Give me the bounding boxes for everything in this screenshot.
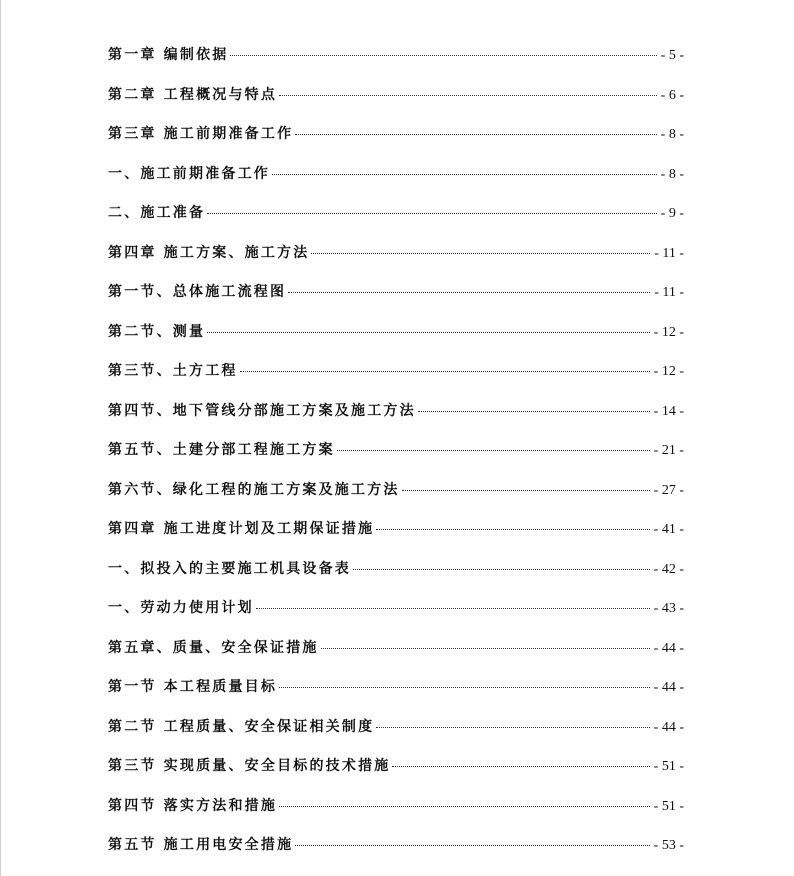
toc-entry[interactable] <box>108 400 684 440</box>
toc-entry[interactable] <box>108 163 684 203</box>
toc-entry-page: - 21 - <box>653 443 684 458</box>
toc-dot-leader <box>295 845 649 846</box>
toc-entry-page: - 6 - <box>660 87 684 103</box>
toc-entry[interactable] <box>108 84 684 124</box>
toc-entry-page: - 9 - <box>660 206 684 221</box>
toc-dot-leader <box>256 608 650 609</box>
toc-entry[interactable] <box>108 597 684 637</box>
toc-entry-title: 第三章 施工前期准备工作 <box>108 126 294 142</box>
toc-entry[interactable] <box>108 676 684 716</box>
toc-entry-page: - 53 - <box>653 838 684 853</box>
toc-entry-title: 第五节、土建分部工程施工方案 <box>108 442 335 458</box>
toc-entry[interactable] <box>108 281 684 321</box>
toc-entry-title: 第四节 落实方法和措施 <box>108 797 278 814</box>
toc-dot-leader <box>279 687 650 688</box>
toc-entry-page: - 44 - <box>653 719 684 735</box>
toc-entry[interactable] <box>108 834 684 874</box>
toc-dot-leader <box>392 766 649 767</box>
toc-entry[interactable] <box>108 44 684 84</box>
toc-entry-page: - 51 - <box>653 798 684 814</box>
toc-entry[interactable] <box>108 360 684 400</box>
toc-entry-title: 第一章 编制依据 <box>108 47 229 63</box>
toc-dot-leader <box>207 213 656 214</box>
toc-entry-page: - 42 - <box>653 561 684 577</box>
toc-entry-title: 二、施工准备 <box>108 205 206 221</box>
toc-dot-leader <box>337 450 650 451</box>
toc-dot-leader <box>295 134 656 135</box>
toc-entry-title: 第三节、土方工程 <box>108 363 238 379</box>
toc-dot-leader <box>321 648 650 649</box>
toc-entry[interactable] <box>108 518 684 558</box>
toc-entry[interactable] <box>108 439 684 479</box>
toc-entry-page: - 11 - <box>654 245 684 261</box>
toc-entry-page: - 12 - <box>653 324 684 340</box>
table-of-contents <box>108 44 684 874</box>
toc-dot-leader <box>376 529 649 530</box>
toc-entry[interactable] <box>108 637 684 677</box>
toc-dot-leader <box>402 490 650 491</box>
toc-entry-title: 第四章 施工进度计划及工期保证措施 <box>108 521 375 537</box>
toc-entry[interactable] <box>108 123 684 163</box>
toc-entry-title: 第二章 工程概况与特点 <box>108 86 278 103</box>
toc-entry[interactable] <box>108 558 684 598</box>
toc-entry-page: - 11 - <box>654 285 684 300</box>
toc-entry-page: - 44 - <box>653 680 684 695</box>
toc-entry-title: 第六节、绿化工程的施工方案及施工方法 <box>108 481 400 498</box>
toc-entry[interactable] <box>108 716 684 756</box>
toc-entry[interactable] <box>108 479 684 519</box>
toc-entry-title: 一、施工前期准备工作 <box>108 165 270 182</box>
toc-entry-title: 第二节 工程质量、安全保证相关制度 <box>108 718 375 735</box>
toc-entry-title: 第四节、地下管线分部施工方案及施工方法 <box>108 402 416 419</box>
toc-entry-page: - 27 - <box>653 482 684 498</box>
toc-entry-title: 第五节 施工用电安全措施 <box>108 837 294 853</box>
toc-entry-page: - 51 - <box>653 759 684 774</box>
toc-entry[interactable] <box>108 242 684 282</box>
toc-dot-leader <box>240 371 650 372</box>
toc-dot-leader <box>353 569 650 570</box>
toc-dot-leader <box>311 253 650 254</box>
toc-entry-title: 第三节 实现质量、安全目标的技术措施 <box>108 758 391 774</box>
toc-entry-page: - 8 - <box>660 166 684 182</box>
toc-entry-title: 第一节 本工程质量目标 <box>108 679 278 695</box>
page-left-edge <box>0 0 1 876</box>
toc-dot-leader <box>272 174 657 175</box>
toc-entry-title: 第四章 施工方案、施工方法 <box>108 244 310 261</box>
toc-entry[interactable] <box>108 795 684 835</box>
toc-dot-leader <box>376 727 649 728</box>
toc-entry-page: - 43 - <box>653 601 684 616</box>
toc-entry-page: - 14 - <box>653 403 684 419</box>
toc-entry-title: 一、拟投入的主要施工机具设备表 <box>108 560 351 577</box>
toc-entry-title: 第五章、质量、安全保证措施 <box>108 639 319 656</box>
toc-dot-leader <box>279 806 650 807</box>
toc-entry-page: - 44 - <box>653 640 684 656</box>
toc-entry-page: - 5 - <box>660 48 684 63</box>
toc-entry[interactable] <box>108 755 684 795</box>
toc-entry-title: 第二节、测量 <box>108 323 206 340</box>
toc-entry[interactable] <box>108 202 684 242</box>
toc-entry[interactable] <box>108 321 684 361</box>
toc-dot-leader <box>230 55 656 56</box>
toc-entry-page: - 41 - <box>653 522 684 537</box>
toc-entry-page: - 12 - <box>653 364 684 379</box>
toc-dot-leader <box>207 332 649 333</box>
toc-dot-leader <box>288 292 650 293</box>
toc-entry-page: - 8 - <box>660 127 684 142</box>
toc-entry-title: 第一节、总体施工流程图 <box>108 284 287 300</box>
toc-entry-title: 一、劳动力使用计划 <box>108 600 254 616</box>
toc-dot-leader <box>418 411 650 412</box>
toc-dot-leader <box>279 95 657 96</box>
